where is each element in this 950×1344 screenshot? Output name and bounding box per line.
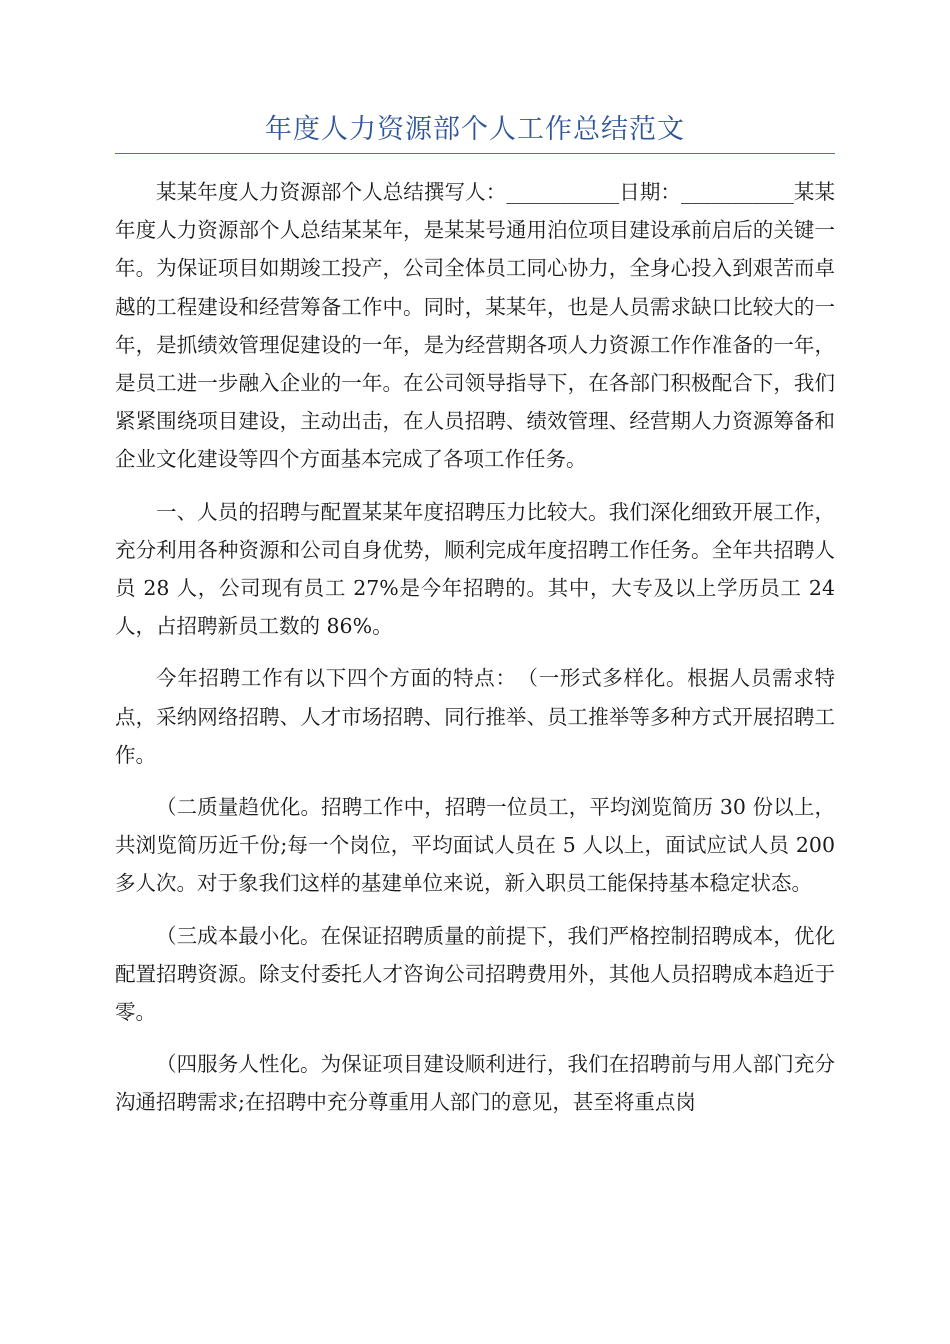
title-underline (115, 153, 835, 154)
paragraph-recruitment: 一、人员的招聘与配置某某年度招聘压力比较大。我们深化细致开展工作，充分利用各种资源和公司自身优势，顺利完成年度招聘工作任务。全年共招聘人员 28 人，公司现有员工 27%是今年招聘的。其中，大专及以上学历员工 24 人，占招聘新员工数的 86%。 (115, 499, 835, 639)
paragraph-service: （四服务人性化。为保证项目建设顺利进行，我们在招聘前与用人部门充分沟通招聘需求;在招聘中充分尊重用人部门的意见，甚至将重点岗 (115, 1052, 835, 1115)
paragraph-intro: 某某年度人力资源部个人总结撰写人：___________日期：___________某某年度人力资源部个人总结某某年，是某某号通用泊位项目建设承前启后的关键一年。为保证项目如期竣工投产，公司全体员工同心协力，全身心投入到艰苦而卓越的工程建设和经营筹备工作中。同时，某某年，也是人员需求缺口比较大的一年，是抓绩效管理促建设的一年，是为经营期各项人力资源工作作准备的一年，是员工进一步融入企业的一年。在公司领导指导下，在各部门积极配合下，我们紧紧围绕项目建设，主动出击，在人员招聘、绩效管理、经营期人力资源筹备和企业文化建设等四个方面基本完成了各项工作任务。 (115, 180, 835, 472)
paragraph-features: 今年招聘工作有以下四个方面的特点： （一形式多样化。根据人员需求特点，采纳网络招聘、人才市场招聘、同行推举、员工推举等多种方式开展招聘工作。 (115, 666, 835, 767)
paragraph-cost: （三成本最小化。在保证招聘质量的前提下，我们严格控制招聘成本，优化配置招聘资源。除支付委托人才咨询公司招聘费用外，其他人员招聘成本趋近于零。 (115, 923, 835, 1025)
paragraph-quality: （二质量趋优化。招聘工作中，招聘一位员工，平均浏览简历 30 份以上，共浏览简历近千份;每一个岗位，平均面试人员在 5 人以上，面试应试人员 200 多人次。对于象我们这样的基建单位来说，新入职员工能保持基本稳定状态。 (115, 795, 835, 896)
document-body (115, 173, 835, 1136)
document-title: 年度人力资源部个人工作总结范文 (265, 114, 685, 145)
